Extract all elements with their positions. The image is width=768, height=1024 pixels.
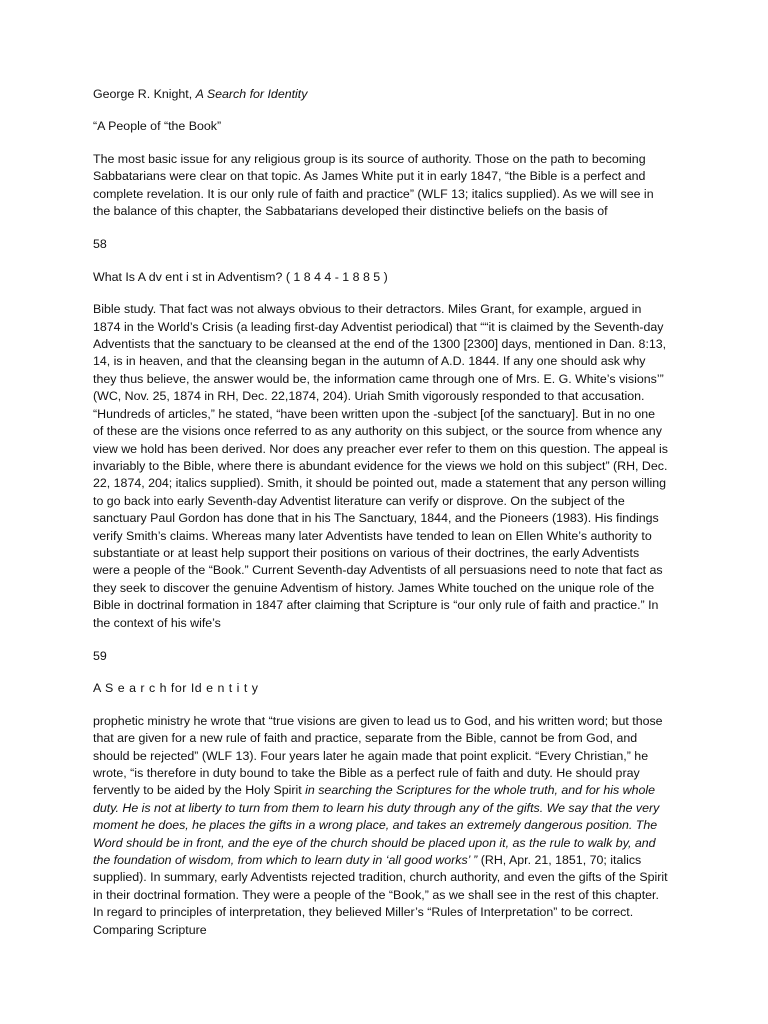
- page-number-59: 59: [93, 648, 107, 663]
- running-head-2: A S e a r c h for Id e n t i t y: [93, 681, 259, 696]
- running-head-1: What Is A dv ent i st in Adventism? ( 1 8 4 4 - 1 8 8 5 ): [93, 269, 388, 284]
- paragraph-3: [93, 713, 668, 939]
- paragraph-3-italic-quote: in searching the Scriptures for the whole truth, and for his whole duty. He is not at liberty to turn from them to learn his duty through any of the gifts. We say that the very moment he does, he places the gifts in a wrong place, and takes an extremely dangerous position. The Word should be in front, and the eye of the church should be placed upon it, as the rule to walk by, and the foundation of wisdom, from which to learn duty in ‘all good works’ ”: [93, 783, 660, 868]
- header-line: [93, 86, 668, 103]
- paragraph-2: Bible study. That fact was not always obvious to their detractors. Miles Grant, for example, argued in 1874 in the World’s Crisis (a leading first-day Adventist periodical) that ““it is claimed by the Seventh-day Adventists that the sanctuary to be cleansed at the end of the 1300 [2300] days, mentioned in Dan. 8:13, 14, is in heaven, and that the cleansing began in the autumn of A.D. 1844. If any one should ask why they thus believe, the answer would be, the information came through one of Mrs. E. G. White’s visions’” (WC, Nov. 25, 1874 in RH, Dec. 22,1874, 204). Uriah Smith vigorously responded to that accusation. “Hundreds of articles,” he stated, “have been written upon the -subject [of the sanctuary]. But in no one of these are the visions once referred to as any authority on this subject, or the source from whence any view we hold has been derived. Nor does any preacher ever refer to them on this question. The appeal is invariably to the Bible, where there is abundant evidence for the views we hold on this subject” (RH, Dec. 22, 1874, 204; italics supplied). Smith, it should be pointed out, made a statement that any person willing to go back into early Seventh-day Adventist literature can verify or disprove. On the subject of the sanctuary Paul Gordon has done that in his The Sanctuary, 1844, and the Pioneers (1983). His findings verify Smith’s claims. Whereas many later Adventists have tended to lean on Ellen White’s authority to substantiate or at least help support their positions on various of their doctrines, the early Adventists were a people of the “Book.” Current Seventh-day Adventists of all persuasions need to note that fact as they seek to discover the genuine Adventism of history. James White touched on the unique role of the Bible in doctrinal formation in 1847 after claiming that Scripture is “our only rule of faith and practice.” In the context of his wife’s: [93, 302, 668, 630]
- book-title: A Search for Identity: [195, 87, 308, 101]
- paragraph-3-part-2: (RH, Apr. 21, 1851, 70; italics supplied). In summary, early Adventists rejected tradition, church authority, and even the gifts of the Spirit in their doctrinal formation. They were a people of the “Book,” as we shall see in the rest of this chapter. In regard to principles of interpretation, they believed Miller’s “Rules of Interpretation” to be correct. Comparing Scripture: [93, 853, 668, 937]
- section-title: “A People of “the Book”: [93, 119, 222, 134]
- author-name: George R. Knight,: [93, 87, 193, 101]
- paragraph-3-part-1: prophetic ministry he wrote that “true visions are given to lead us to God, and his written word; but those that are given for a new rule of faith and practice, separate from the Bible, cannot be from God, and should be rejected” (WLF 13). Four years later he again made that point explicit. “Every Christian,” he wrote, “is therefore in duty bound to take the Bible as a perfect rule of faith and duty. He should pray fervently to be aided by the Holy Spirit: [93, 713, 663, 798]
- page-number-58: 58: [93, 237, 107, 252]
- paragraph-1: The most basic issue for any religious group is its source of authority. Those on the path to becoming Sabbatarians were clear on that topic. As James White put it in early 1847, “the Bible is a perfect and complete revelation. It is our only rule of faith and practice” (WLF 13; italics supplied). As we will see in the balance of this chapter, the Sabbatarians developed their distinctive beliefs on the basis of: [93, 151, 654, 219]
